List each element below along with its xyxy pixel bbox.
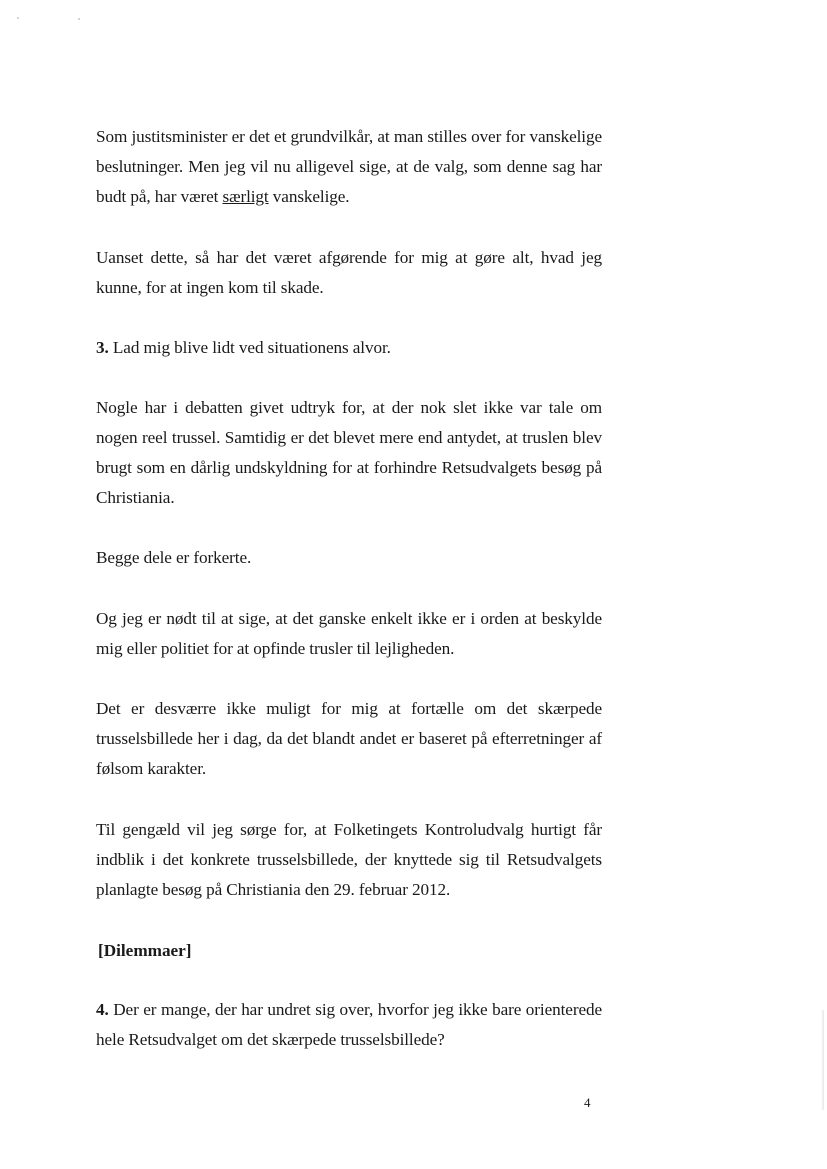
paragraph-text: Uanset dette, så har det været afgørende for mig at gøre alt, hvad jeg kunne, for at ingen kom til skade. <box>96 248 602 297</box>
heading-text: [Dilemmaer] <box>98 941 192 960</box>
paragraph-10 <box>96 995 602 1055</box>
section-heading <box>98 936 192 966</box>
section-number: 3. <box>96 338 109 357</box>
paragraph-7 <box>96 694 602 784</box>
paragraph-6 <box>96 604 602 664</box>
scan-edge-shadow <box>821 1010 824 1110</box>
paragraph-text: Lad mig blive lidt ved situationens alvor. <box>108 338 391 357</box>
paragraph-text: Nogle har i debatten givet udtryk for, at der nok slet ikke var tale om nogen reel trussel. Samtidig er det blevet mere end antydet, at truslen blev brugt som en dårlig undskyldning for at forhindre Retsudvalgets besøg på Christiania. <box>96 398 602 507</box>
paragraph-1 <box>96 122 602 212</box>
paragraph-5 <box>96 543 602 573</box>
scan-speck <box>17 17 19 19</box>
emphasis-text: særligt <box>222 187 269 206</box>
paragraph-text: Til gengæld vil jeg sørge for, at Folketingets Kontroludvalg hurtigt får indblik i det konkrete trusselsbillede, der knyttede sig til Retsudvalgets planlagte besøg på Christiania den 29. februar 2012. <box>96 820 602 899</box>
paragraph-text: Som justitsminister er det et grundvilkår, at man stilles over for vanskelige beslutninger. Men jeg vil nu alligevel sige, at de valg, som denne sag har budt på, har været <box>96 127 602 206</box>
paragraph-text: Der er mange, der har undret sig over, hvorfor jeg ikke bare orienterede hele Retsudvalget om det skærpede trusselsbillede? <box>96 1000 602 1049</box>
paragraph-text: vanskelige. <box>268 187 350 206</box>
paragraph-text: Det er desværre ikke muligt for mig at fortælle om det skærpede trusselsbillede her i dag, da det blandt andet er baseret på efterretninger af følsom karakter. <box>96 699 602 778</box>
paragraph-4 <box>96 393 602 513</box>
paragraph-3 <box>96 333 602 363</box>
section-number: 4. <box>96 1000 109 1019</box>
paragraph-text: Og jeg er nødt til at sige, at det ganske enkelt ikke er i orden at beskylde mig eller politiet for at opfinde trusler til lejligheden. <box>96 609 602 658</box>
paragraph-2 <box>96 243 602 303</box>
paragraph-text: Begge dele er forkerte. <box>96 548 252 567</box>
scan-speck <box>78 18 80 20</box>
paragraph-8 <box>96 815 602 905</box>
page-number: 4 <box>584 1095 591 1110</box>
